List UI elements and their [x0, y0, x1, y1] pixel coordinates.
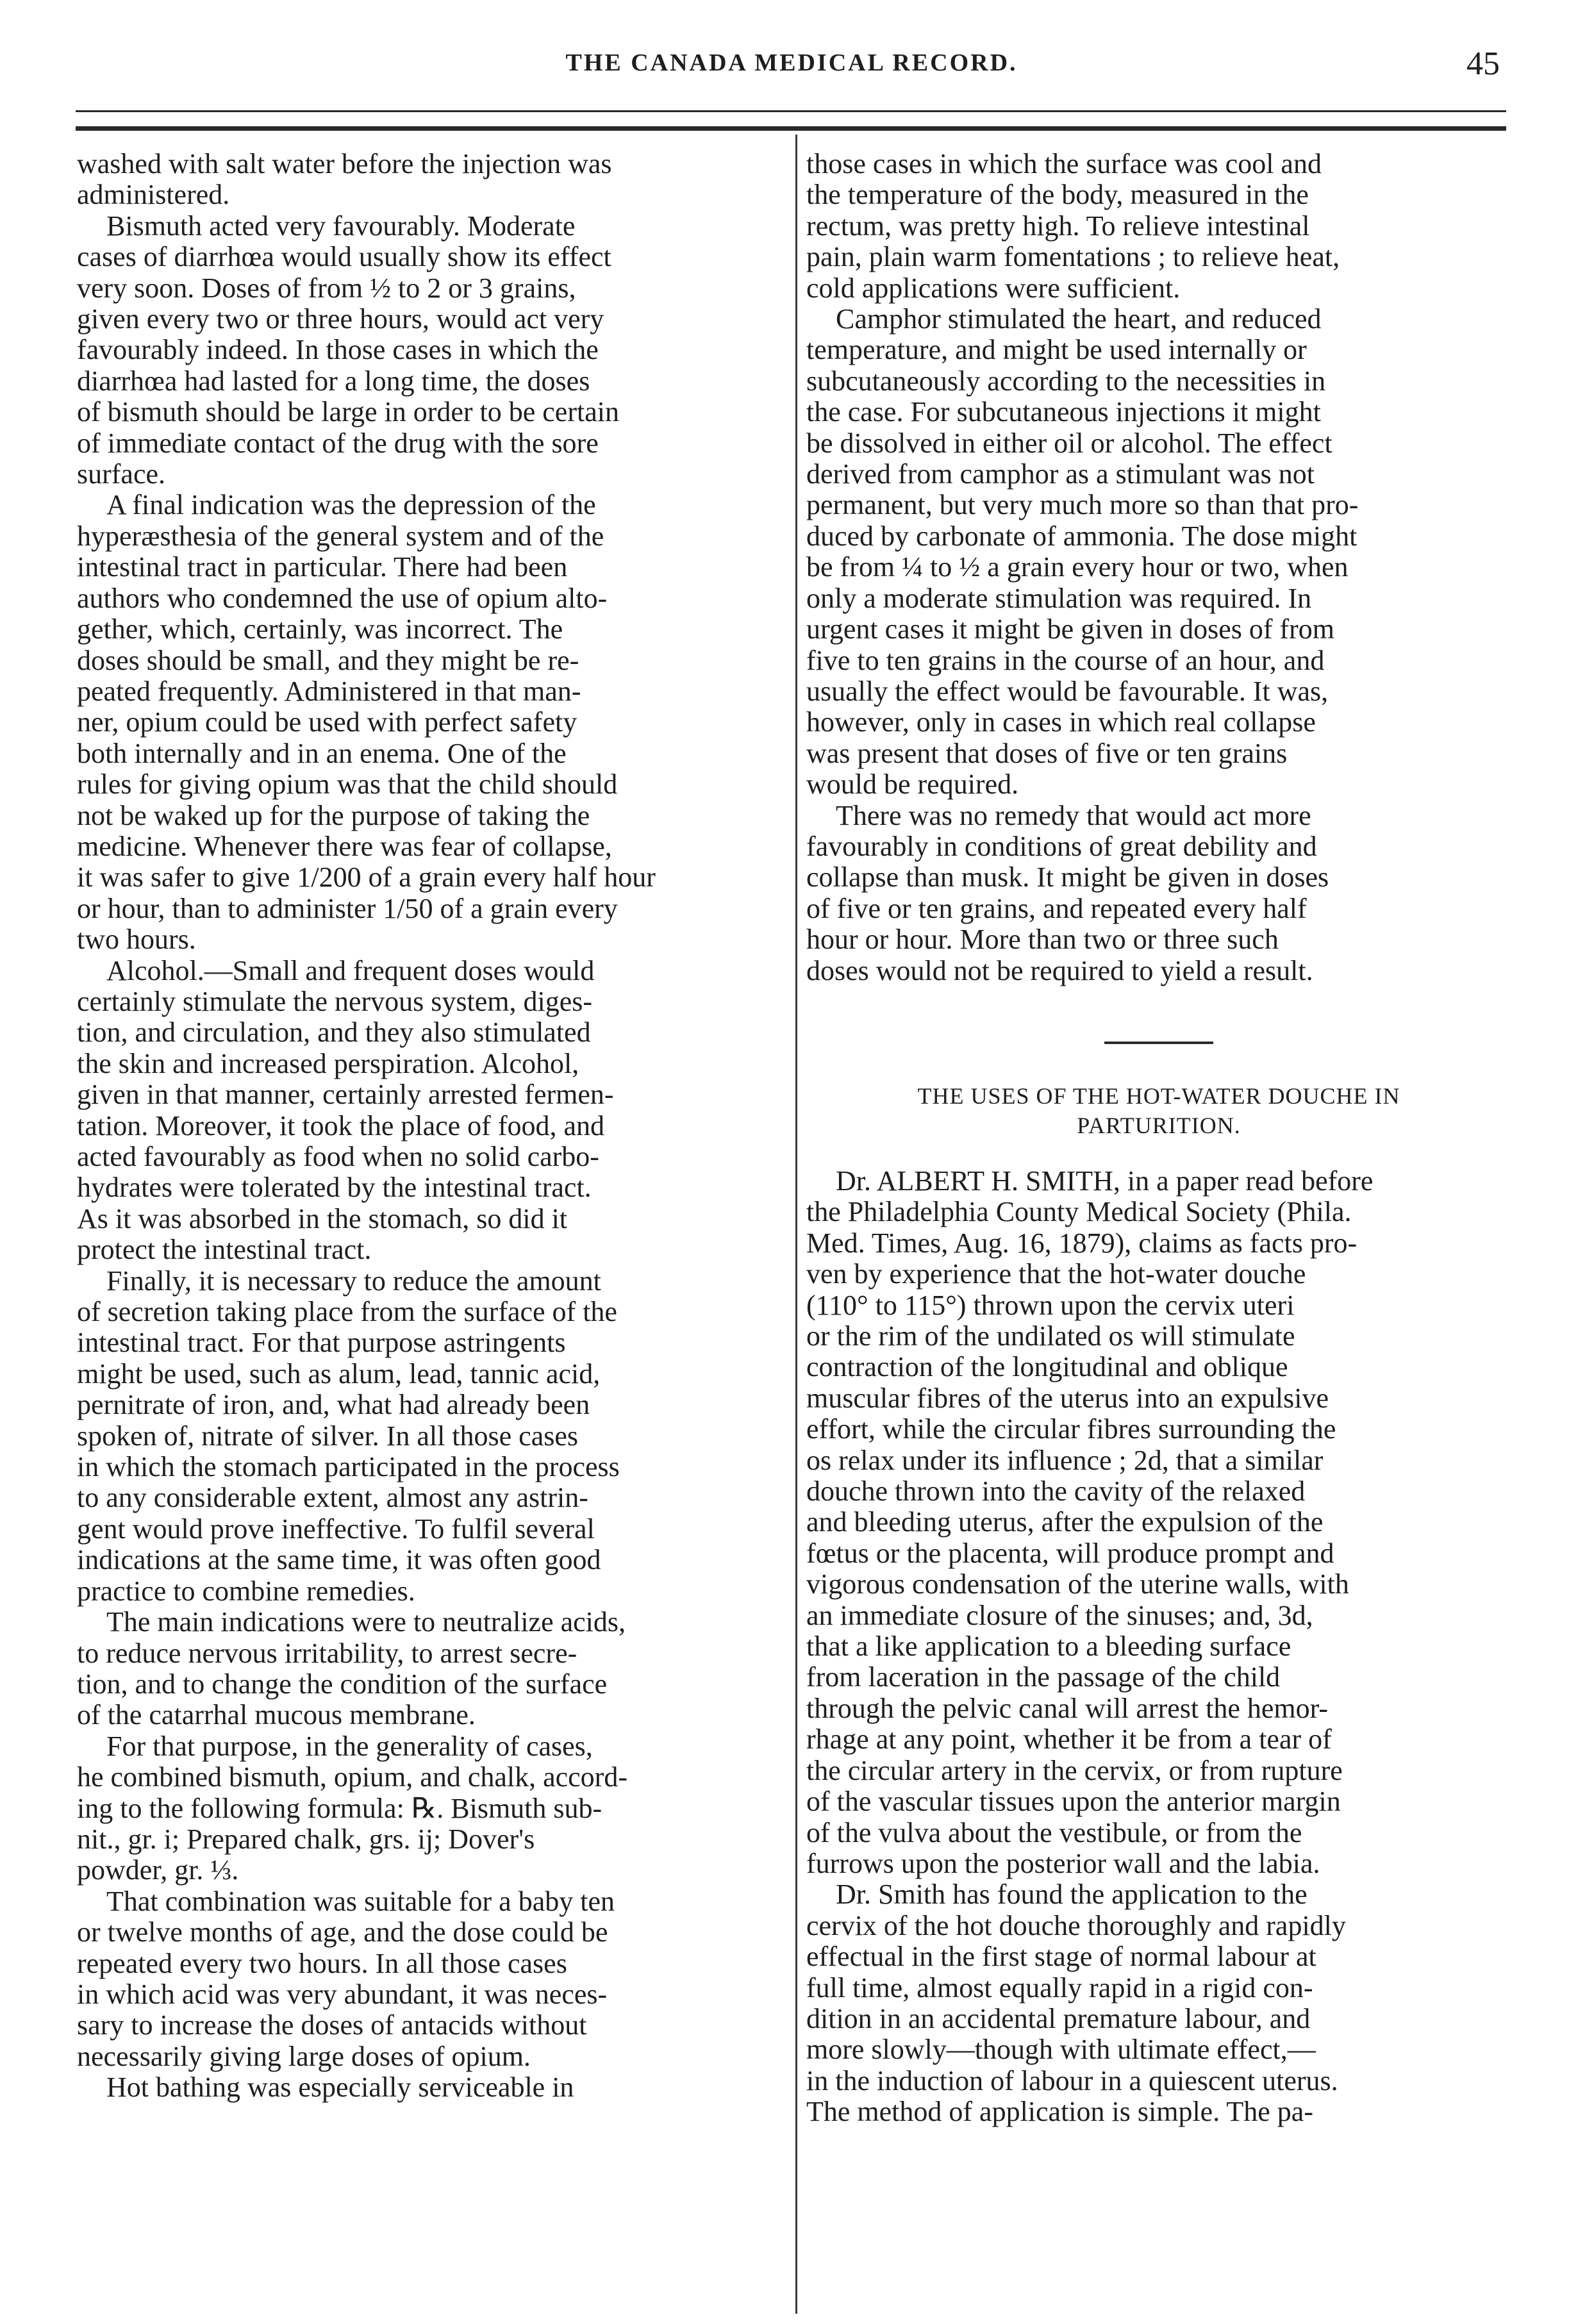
paragraph: Camphor stimulated the heart, and reduced temperature, and might be used internally or subcutaneously according to the necessities in the case. For subcutaneous injections it might be dissolved in either oil or alcohol. The effect derived from camphor as a stimulant was not permanent, but very much more so than that pro- duced by carbonate of ammonia. The dose might be from ¼ to ½ a grain every hour or two, when only a moderate stimulation was required. In urgent cases it might be given in doses of from five to ten grains in the course of an hour, and usually the effect would be favourable. It was, however, only in cases in which real collapse was present that doses of five or ten grains would be required.: [806, 303, 1359, 801]
paragraph: The main indications were to neutralize acids, to reduce nervous irritability, to arrest secre- tion, and to change the condition of the surface of the catarrhal mucous membrane.: [77, 1606, 626, 1731]
column-divider: [795, 135, 797, 2314]
section-divider-rule: [1104, 1042, 1213, 1044]
right-column: [806, 149, 1511, 2128]
paragraph: Finally, it is necessary to reduce the amount of secretion taking place from the surface of the intestinal tract. For that purpose astringents might be used, such as alum, lead, tannic acid, pernitrate of iron, and, what had already been spoken of, nitrate of silver. In all those cases in which the stomach participated in the process to any considerable extent, almost any astrin- gent would prove ineffective. To fulfil several indications at the same time, it was often good practice to combine remedies.: [77, 1265, 620, 1607]
paragraph: A final indication was the depression of the hyperæsthesia of the general system and of the intestinal tract in particular. There had been authors who condemned the use of opium alto- gether, which, certainly, was incorrect. The doses should be small, and they might be re- peated frequently. Administered in that man- ner, opium could be used with perfect safety both internally and in an enema. One of the rules for giving opium was that the child should not be waked up for the purpose of taking the medicine. Whenever there was fear of collapse, it was safer to give 1/200 of a grain every half hour or hour, than to administer 1/50 of a grain every two hours.: [77, 489, 656, 956]
left-column: [77, 149, 787, 2104]
paragraph: those cases in which the surface was cool and the temperature of the body, measured in the rectum, was pretty high. To relieve intestinal pain, plain warm fomentations ; to relieve heat, cold applications were sufficient.: [806, 148, 1340, 304]
page-number: 45: [1466, 46, 1500, 82]
paragraph: Hot bathing was especially serviceable in: [106, 2071, 574, 2104]
paragraph: Dr. Smith has found the application to the cervix of the hot douche thoroughly and rapidly effectual in the first stage of normal labour at full time, almost equally rapid in a rigid con- dition in an accidental premature labour, and more slowly—though with ultimate effect,— in the induction of labour in a quiescent uterus. The method of application is simple. The pa-: [806, 1879, 1346, 2128]
paragraph: Bismuth acted very favourably. Moderate cases of diarrhœa would usually show its effect very soon. Doses of from ½ to 2 or 3 grains, given every two or three hours, would act very favourably indeed. In those cases in which the diarrhœa had lasted for a long time, the doses of bismuth should be large in order to be certain of immediate contact of the drug with the sore surface.: [77, 210, 619, 490]
paragraph: Alcohol.—Small and frequent doses would certainly stimulate the nervous system, diges- tion, and circulation, and they also stimulated the skin and increased perspiration. Alcohol, given in that manner, certainly arrested fermen- tation. Moreover, it took the place of food, and acted favourably as food when no solid carbo- hydrates were tolerated by the intestinal tract. As it was absorbed in the stomach, so did it protect the intestinal tract.: [77, 954, 614, 1266]
header-rule-thin: [76, 110, 1506, 112]
paragraph: For that purpose, in the generality of cases, he combined bismuth, opium, and chalk, accord- ing to the following formula: ℞. Bismuth sub- nit., gr. i; Prepared chalk, grs. ij; Dover's powder, gr. ⅓.: [77, 1730, 627, 1886]
header-rule-thick: [76, 126, 1506, 131]
running-title: THE CANADA MEDICAL RECORD.: [565, 49, 1018, 76]
section-heading: THE USES OF THE HOT-WATER DOUCHE IN PARTURITION.: [917, 1083, 1400, 1138]
paragraph: Dr. ALBERT H. SMITH, in a paper read before the Philadelphia County Medical Society (Phila. Med. Times, Aug. 16, 1879), claims as facts pro- ven by experience that the hot-water douche (110° to 115°) thrown upon the cervix uteri or the rim of the undilated os will stimulate contraction of the longitudinal and oblique muscular fibres of the uterus into an expulsive effort, while the circular fibres surrounding the os relax under its influence ; 2d, that a similar douche thrown into the cavity of the relaxed and bleeding uterus, after the expulsion of the fœtus or the placenta, will produce prompt and vigorous condensation of the uterine walls, with an immediate closure of the sinuses; and, 3d, that a like application to a bleeding surface from laceration in the passage of the child through the pelvic canal will arrest the hemor- rhage at any point, whether it be from a tear of the circular artery in the cervix, or from rupture of the vascular tissues upon the anterior margin of the vulva about the vestibule, or from the furrows upon the posterior wall and the labia.: [806, 1165, 1374, 1879]
paragraph: That combination was suitable for a baby ten or twelve months of age, and the dose could be repeated every two hours. In all those cases in which acid was very abundant, it was neces- sary to increase the doses of antacids without necessarily giving large doses of opium.: [77, 1885, 615, 2072]
page-header: [77, 46, 1506, 94]
paragraph: There was no remedy that would act more favourably in conditions of great debility and collapse than musk. It might be given in doses of five or ten grains, and repeated every half hour or hour. More than two or three such doses would not be required to yield a result.: [806, 799, 1329, 986]
paragraph: washed with salt water before the injection was administered.: [77, 148, 612, 211]
